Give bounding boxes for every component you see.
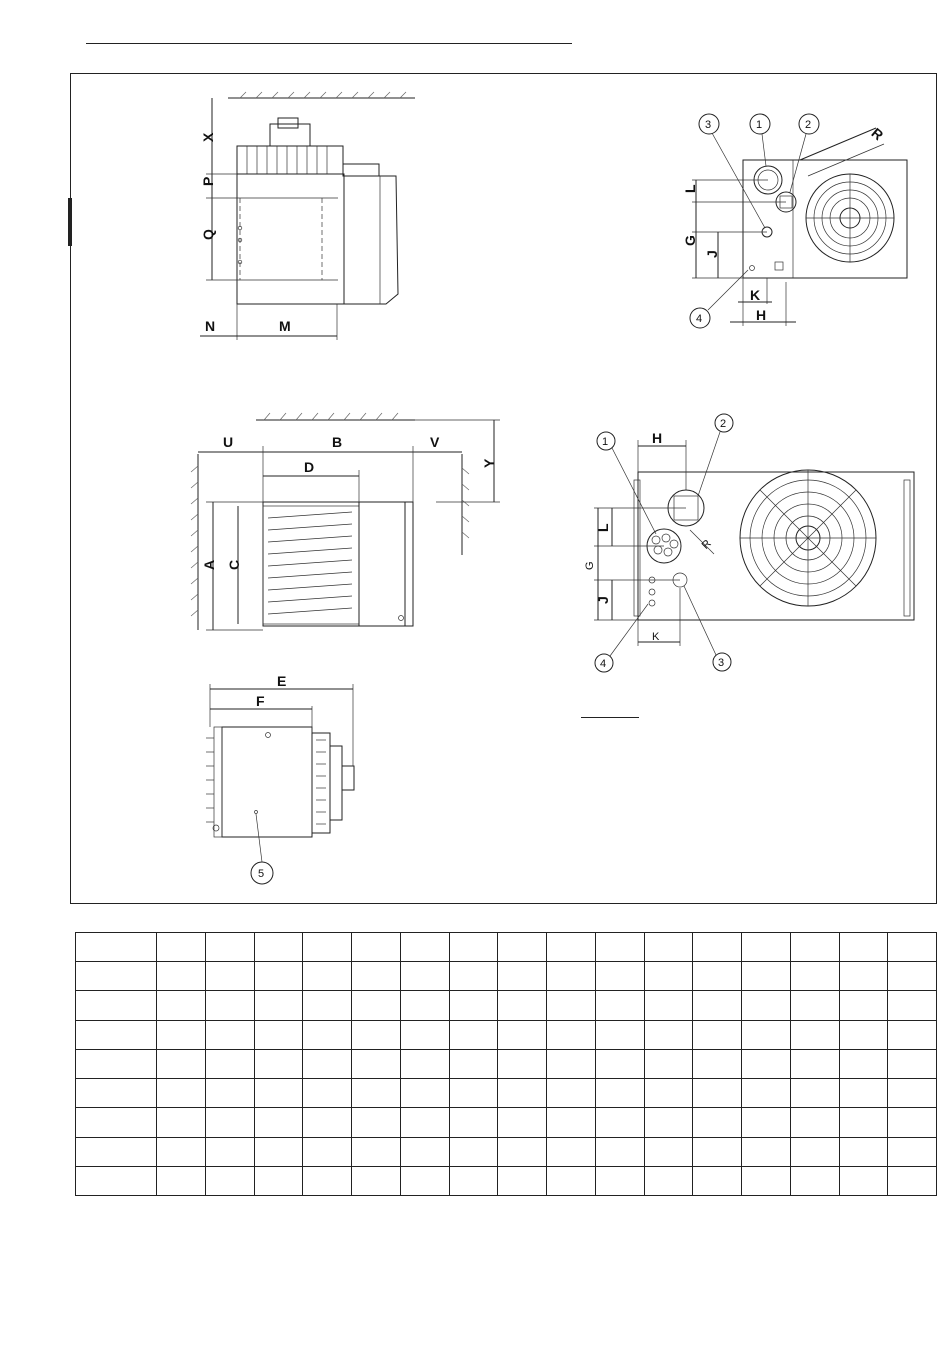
detail-callout-3: 3 (718, 657, 725, 669)
rear-callout-1: 1 (756, 119, 763, 131)
table-cell (303, 991, 352, 1020)
table-cell (595, 1079, 644, 1108)
table-cell (449, 1108, 498, 1137)
table-cell (595, 1020, 644, 1049)
table-cell (693, 1049, 742, 1078)
table-cell (790, 1137, 839, 1166)
table-cell (76, 1049, 157, 1078)
table-cell (352, 1108, 401, 1137)
table-cell (352, 1020, 401, 1049)
top-label-y: Y (481, 458, 497, 468)
top-label-a: A (201, 559, 217, 570)
table-cell (449, 1049, 498, 1078)
rear-callout-3: 3 (705, 119, 712, 131)
table-cell (157, 1108, 206, 1137)
table-cell (742, 1079, 791, 1108)
table-cell (352, 991, 401, 1020)
table-cell (205, 1079, 254, 1108)
front-label-e: E (277, 673, 287, 689)
rear-callout-4: 4 (696, 313, 703, 325)
table-cell (205, 1137, 254, 1166)
table-cell (254, 1108, 303, 1137)
table-cell (449, 933, 498, 962)
table-cell (790, 1079, 839, 1108)
top-label-c: C (226, 559, 242, 570)
label-n: N (205, 318, 216, 334)
table-cell (254, 1049, 303, 1078)
table-cell (205, 1020, 254, 1049)
table-cell (644, 933, 693, 962)
table-cell (352, 1049, 401, 1078)
table-cell (790, 933, 839, 962)
label-q: Q (200, 229, 216, 240)
table-cell (254, 1020, 303, 1049)
table-cell (693, 1108, 742, 1137)
table-cell (449, 991, 498, 1020)
table-cell (498, 1166, 547, 1195)
table-cell (790, 1049, 839, 1078)
table-cell (742, 1049, 791, 1078)
table-cell (547, 933, 596, 962)
detail-callout-2: 2 (720, 418, 727, 430)
table-cell (157, 1166, 206, 1195)
table-cell (693, 1137, 742, 1166)
rear-callout-2: 2 (805, 119, 812, 131)
top-label-b: B (332, 434, 343, 450)
table-row (76, 962, 937, 991)
table-cell (595, 1166, 644, 1195)
table-row (76, 1108, 937, 1137)
rear-label-h: H (756, 307, 767, 323)
table-cell (693, 991, 742, 1020)
table-cell (157, 991, 206, 1020)
table-cell (303, 1108, 352, 1137)
table-cell (76, 1137, 157, 1166)
detail-label-l: L (595, 523, 611, 532)
table-cell (888, 1020, 937, 1049)
top-label-u: U (223, 434, 234, 450)
table-cell (400, 1020, 449, 1049)
detail-label-r: R (699, 537, 714, 552)
table-cell (498, 1137, 547, 1166)
table-cell (157, 1079, 206, 1108)
table-cell (693, 1020, 742, 1049)
table-cell (400, 991, 449, 1020)
detail-label-k: K (652, 631, 660, 643)
table-cell (888, 1137, 937, 1166)
table-cell (254, 1166, 303, 1195)
table-cell (595, 1049, 644, 1078)
table-cell (400, 933, 449, 962)
table-cell (76, 933, 157, 962)
table-cell (254, 962, 303, 991)
rear-label-l: L (682, 184, 698, 193)
table-cell (254, 1079, 303, 1108)
table-cell (547, 1108, 596, 1137)
top-label-d: D (304, 459, 315, 475)
table-cell (400, 1049, 449, 1078)
table-cell (76, 962, 157, 991)
table-cell (888, 962, 937, 991)
table-cell (888, 991, 937, 1020)
table-cell (205, 933, 254, 962)
table-cell (449, 962, 498, 991)
label-x: X (200, 132, 216, 142)
table-cell (644, 962, 693, 991)
table-cell (888, 1049, 937, 1078)
table-cell (205, 991, 254, 1020)
table-cell (790, 962, 839, 991)
detail-label-g: G (584, 561, 596, 570)
table-cell (205, 962, 254, 991)
table-cell (547, 1079, 596, 1108)
table-cell (742, 1137, 791, 1166)
table-cell (303, 1166, 352, 1195)
table-cell (205, 1049, 254, 1078)
table-cell (400, 1166, 449, 1195)
table-cell (157, 933, 206, 962)
table-cell (449, 1020, 498, 1049)
table-cell (790, 991, 839, 1020)
table-cell (352, 1079, 401, 1108)
table-row (76, 991, 937, 1020)
table-row (76, 1079, 937, 1108)
table-row (76, 1137, 937, 1166)
table-cell (254, 991, 303, 1020)
table-cell (595, 991, 644, 1020)
table-cell (303, 1049, 352, 1078)
table-row (76, 1166, 937, 1195)
front-label-f: F (256, 693, 265, 709)
table-cell (303, 1079, 352, 1108)
table-cell (839, 1137, 888, 1166)
front-view (206, 673, 354, 884)
detail-callout-4: 4 (600, 658, 607, 670)
table-cell (742, 962, 791, 991)
table-cell (205, 1108, 254, 1137)
table-cell (644, 1166, 693, 1195)
table-row (76, 1020, 937, 1049)
table-cell (76, 1166, 157, 1195)
table-cell (839, 1166, 888, 1195)
table-cell (400, 962, 449, 991)
table-row (76, 1049, 937, 1078)
rear-label-r: R (868, 124, 887, 144)
table-cell (595, 933, 644, 962)
detail-label-j: J (595, 596, 611, 604)
table-cell (352, 1137, 401, 1166)
table-cell (839, 1049, 888, 1078)
table-cell (547, 962, 596, 991)
table-cell (498, 991, 547, 1020)
table-cell (595, 962, 644, 991)
front-callout-5: 5 (258, 868, 265, 880)
table-cell (644, 1049, 693, 1078)
table-cell (157, 1020, 206, 1049)
detail-callout-1: 1 (602, 436, 609, 448)
table-cell (742, 991, 791, 1020)
rear-label-g: G (682, 235, 698, 246)
table-cell (547, 1166, 596, 1195)
table-cell (352, 962, 401, 991)
table-cell (644, 1137, 693, 1166)
table-cell (742, 933, 791, 962)
rear-view (682, 114, 907, 328)
table-cell (400, 1079, 449, 1108)
table-cell (888, 933, 937, 962)
table-cell (644, 1108, 693, 1137)
table-cell (254, 1137, 303, 1166)
table-cell (449, 1079, 498, 1108)
table-cell (839, 1108, 888, 1137)
table-cell (547, 991, 596, 1020)
dimensions-table (75, 932, 937, 1196)
table-cell (644, 1020, 693, 1049)
top-view (191, 413, 500, 630)
table-cell (693, 962, 742, 991)
table-cell (790, 1166, 839, 1195)
rear-label-j: J (704, 250, 720, 258)
table-cell (644, 991, 693, 1020)
table-cell (352, 1166, 401, 1195)
table-cell (547, 1020, 596, 1049)
table-cell (839, 991, 888, 1020)
table-cell (303, 962, 352, 991)
table-cell (839, 1020, 888, 1049)
table-cell (157, 962, 206, 991)
table-cell (76, 1079, 157, 1108)
table-cell (644, 1079, 693, 1108)
table-cell (303, 1020, 352, 1049)
table-cell (157, 1137, 206, 1166)
table-cell (303, 933, 352, 962)
table-cell (595, 1137, 644, 1166)
table-cell (498, 933, 547, 962)
table-cell (400, 1137, 449, 1166)
table-cell (498, 1049, 547, 1078)
table-cell (498, 962, 547, 991)
table-cell (693, 1079, 742, 1108)
table-cell (888, 1166, 937, 1195)
table-cell (888, 1108, 937, 1137)
table-cell (449, 1137, 498, 1166)
table-cell (352, 933, 401, 962)
label-p: P (200, 176, 216, 186)
table-cell (839, 1079, 888, 1108)
table-cell (595, 1108, 644, 1137)
detail-view (584, 414, 914, 672)
top-label-v: V (430, 434, 440, 450)
table-row (76, 933, 937, 962)
table-cell (547, 1049, 596, 1078)
table-cell (742, 1108, 791, 1137)
table-cell (839, 962, 888, 991)
table-cell (205, 1166, 254, 1195)
table-cell (839, 933, 888, 962)
table-cell (693, 1166, 742, 1195)
table-cell (76, 1108, 157, 1137)
table-cell (693, 933, 742, 962)
table-cell (157, 1049, 206, 1078)
table-cell (888, 1079, 937, 1108)
detail-label-h: H (652, 430, 663, 446)
table-cell (498, 1108, 547, 1137)
table-cell (742, 1020, 791, 1049)
label-m: M (279, 318, 291, 334)
side-view (200, 92, 415, 340)
table-cell (76, 1020, 157, 1049)
table-cell (790, 1108, 839, 1137)
table-cell (449, 1166, 498, 1195)
table-cell (547, 1137, 596, 1166)
table-cell (76, 991, 157, 1020)
table-cell (498, 1020, 547, 1049)
table-cell (742, 1166, 791, 1195)
table-cell (790, 1020, 839, 1049)
table-cell (303, 1137, 352, 1166)
table-cell (254, 933, 303, 962)
rear-label-k: K (750, 287, 761, 303)
table-cell (400, 1108, 449, 1137)
table-cell (498, 1079, 547, 1108)
